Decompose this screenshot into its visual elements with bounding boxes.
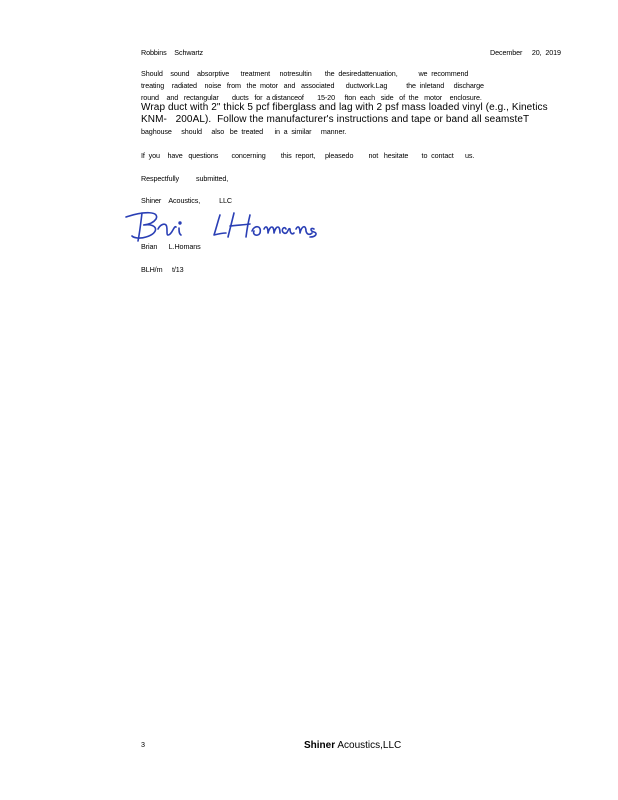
body-line-1: Should sound absorptive treatment notresultin the desiredattenuation, we recommend	[141, 69, 469, 78]
footer-brand-rest: Acoustics,LLC	[335, 740, 402, 751]
closing-respectfully: Respectfully submitted,	[141, 174, 229, 183]
handwritten-signature	[124, 207, 324, 243]
questions-line: If you have questions concerning this report, pleasedo not hesitate to contact us.	[141, 151, 475, 160]
body-line-6: baghouse should also be treated in a similar manner.	[141, 127, 347, 136]
page-number: 3	[141, 740, 145, 749]
body-line-3: round and rectangular ducts for a distanceof 15-20 fton each side of the motor enclosure.	[141, 93, 482, 102]
recipient-names: Robbins Schwartz	[141, 48, 204, 57]
body-line-5: KNM- 200AL). Follow the manufacturer's instructions and tape or band all seamsteT	[141, 114, 530, 125]
footer-brand-bold: Shiner	[304, 740, 336, 751]
body-line-2: treating radiated noise from the motor and associated ductwork.Lag the inletand discharge	[141, 81, 484, 90]
closing-company: Shiner Acoustics, LLC	[141, 196, 232, 205]
body-line-4: Wrap duct with 2" thick 5 pcf fiberglass and lag with 2 psf mass loaded vinyl (e.g., Kinetics	[141, 102, 548, 113]
letter-date: December 20, 2019	[490, 48, 561, 57]
footer-brand	[304, 740, 401, 751]
signer-name: Brian L.Homans	[141, 242, 201, 251]
reference-initials: BLH/m t/13	[141, 265, 184, 274]
